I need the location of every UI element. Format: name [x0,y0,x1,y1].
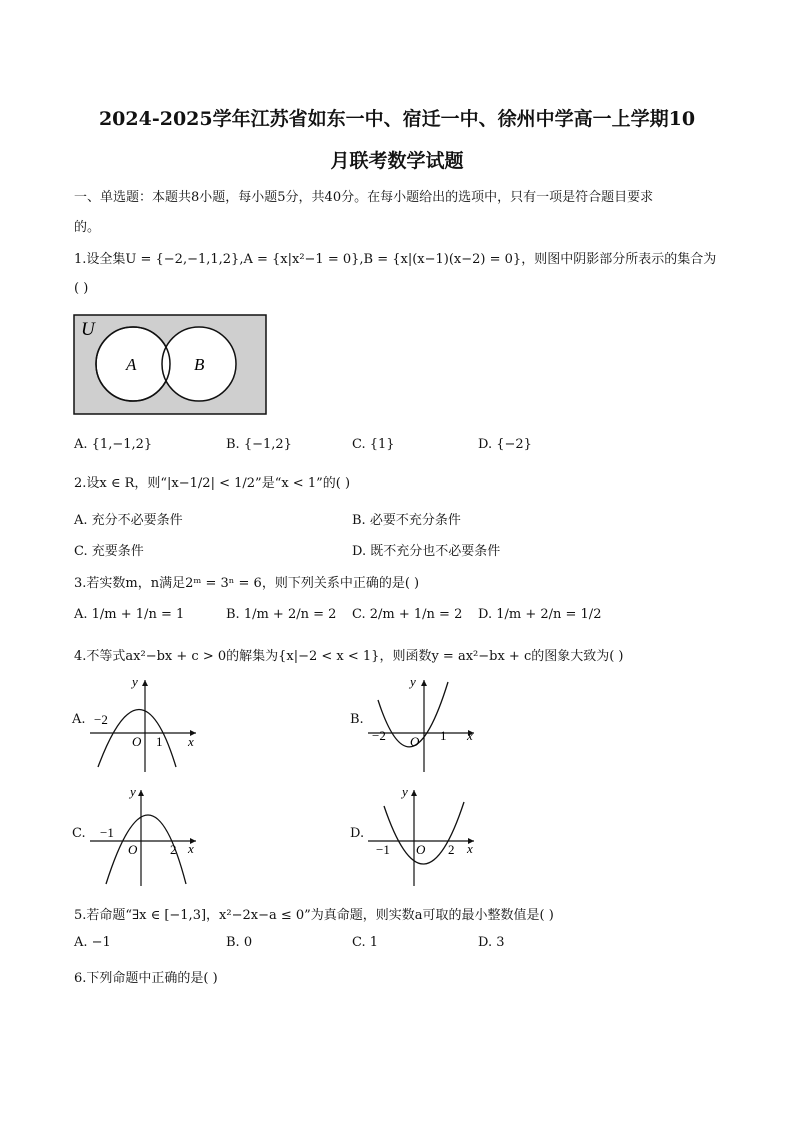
graph-c-origin: O [128,842,138,857]
question-5-stem: 5.若命题“∃x ∈ [−1,3]，x²−2x−a ≤ 0”为真命题，则实数a可取的最小整数值是( ) [74,908,554,923]
graph-a-origin: O [132,734,142,749]
question-4-stem: 4.不等式ax²−bx + c > 0的解集为{x|−2 < x < 1}，则函数y = ax²−bx + c的图象大致为( ) [74,649,624,664]
q4-option-b-label: B. [350,712,364,727]
venn-b-label: B [194,355,205,374]
q4-graph-c [88,784,200,888]
q5-option-c: C. 1 [352,935,379,950]
q1-option-b: B. {−1,2} [226,437,292,452]
q4-option-a-label: A. [72,712,86,727]
question-1-stem: 1.设全集U = {−2,−1,1,2},A = {x|x²−1 = 0},B = {x|(x−1)(x−2) = 0}，则图中阴影部分所表示的集合为 [74,252,717,267]
question-2-stem: 2.设x ∈ R，则“|x−1/2| < 1/2”是“x < 1”的( ) [74,476,351,491]
q5-option-a: A. −1 [74,935,111,950]
graph-c-left-root: −1 [100,825,114,840]
graph-d-right-root: 2 [448,842,455,857]
section-header-cont: 的。 [74,220,101,235]
q3-option-d: D. 1/m + 2/n = 1/2 [478,607,602,622]
q1-option-d: D. {−2} [478,437,532,452]
q2-option-a: A. 充分不必要条件 [74,513,183,528]
venn-a-label: A [126,355,137,374]
q5-option-b: B. 0 [226,935,253,950]
q5-option-d: D. 3 [478,935,505,950]
graph-a-right-root: 1 [156,734,163,749]
section-header: 一、单选题：本题共8小题，每小题5分，共40分。在每小题给出的选项中，只有一项是符合题目要求 [74,190,654,205]
q4-option-c-label: C. [72,826,86,841]
page-title-line2: 月联考数学试题 [330,150,464,172]
graph-d-y-label: y [402,784,408,799]
q4-option-d-label: D. [350,826,365,841]
graph-c-right-root: 2 [170,842,177,857]
q1-option-a: A. {1,−1,2} [74,437,153,452]
graph-b-origin: O [410,734,420,749]
q3-option-c: C. 2/m + 1/n = 2 [352,607,463,622]
q3-option-b: B. 1/m + 2/n = 2 [226,607,337,622]
graph-a-left-root: −2 [94,712,108,727]
graph-d-x-label: x [467,841,473,856]
q2-option-c: C. 充要条件 [74,544,144,559]
venn-diagram [73,313,269,417]
question-1-paren: ( ) [74,281,89,296]
graph-c-x-label: x [188,841,194,856]
graph-a-y-label: y [132,674,138,689]
graph-b-x-label: x [467,728,473,743]
graph-c-y-label: y [130,784,136,799]
q2-option-b: B. 必要不充分条件 [352,513,461,528]
graph-d-origin: O [416,842,426,857]
venn-u-label: U [81,319,95,340]
q3-option-a: A. 1/m + 1/n = 1 [74,607,185,622]
q2-option-d: D. 既不充分也不必要条件 [352,544,501,559]
graph-b-left-root: −2 [372,728,386,743]
graph-b-right-root: 1 [440,728,447,743]
question-3-stem: 3.若实数m，n满足2ᵐ = 3ⁿ = 6，则下列关系中正确的是( ) [74,576,420,591]
q1-option-c: C. {1} [352,437,395,452]
page-title-line1: 2024-2025学年江苏省如东一中、宿迁一中、徐州中学高一上学期10 [98,108,696,130]
question-6-stem: 6.下列命题中正确的是( ) [74,971,218,986]
graph-d-left-root: −1 [376,842,390,857]
q4-graph-a [88,672,200,774]
graph-b-y-label: y [410,674,416,689]
q4-graph-b [366,672,480,774]
q4-graph-d [366,784,480,888]
graph-a-x-label: x [188,734,194,749]
